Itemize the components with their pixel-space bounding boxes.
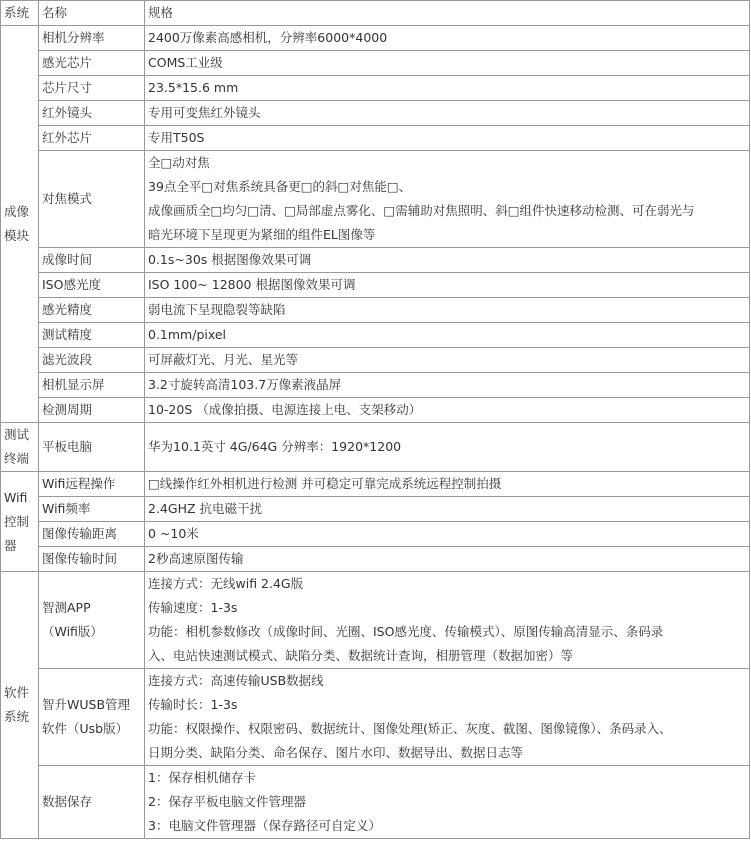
item-spec-cell bbox=[145, 76, 750, 101]
item-name: 红外芯片 bbox=[42, 130, 93, 145]
item-name: 相机显示屏 bbox=[42, 377, 105, 392]
system-label: 模块 bbox=[4, 228, 30, 243]
item-name: ISO感光度 bbox=[42, 277, 101, 292]
table-row bbox=[1, 423, 750, 472]
item-name: 相机分辨率 bbox=[42, 30, 105, 45]
item-name: 感光精度 bbox=[42, 302, 93, 317]
item-name: 测试精度 bbox=[42, 327, 93, 342]
item-name: 图像传输距离 bbox=[42, 526, 118, 541]
item-spec-line: □线操作红外相机进行检测 并可稳定可靠完成系统远程控制拍摄 bbox=[148, 476, 502, 491]
item-spec-line: 成像画质全□均匀□清、□局部虚点雾化、□需辅助对焦照明、斜□组件快速移动检测、可在弱光与 bbox=[148, 203, 695, 218]
item-name-cell bbox=[39, 298, 145, 323]
item-spec-line: 2秒高速原图传输 bbox=[148, 551, 244, 566]
system-label: 控制 bbox=[4, 513, 30, 529]
item-spec-line: COMS工业级 bbox=[148, 55, 223, 70]
table-row bbox=[1, 298, 750, 323]
table-row bbox=[1, 51, 750, 76]
table-row bbox=[1, 572, 750, 669]
item-name: 滤光波段 bbox=[42, 352, 93, 367]
header-name: 名称 bbox=[39, 1, 145, 26]
system-label: 器 bbox=[4, 537, 17, 553]
item-spec-cell bbox=[145, 298, 750, 323]
table-row bbox=[1, 669, 750, 766]
item-spec-line: 传输速度：1-3s bbox=[148, 600, 238, 615]
item-name-cell bbox=[39, 472, 145, 497]
header-row bbox=[1, 1, 750, 26]
system-label: 终端 bbox=[4, 451, 30, 466]
system-label: 系统 bbox=[4, 709, 30, 724]
table-row bbox=[1, 766, 750, 839]
item-spec-cell bbox=[145, 348, 750, 373]
table-row bbox=[1, 547, 750, 572]
item-spec-line: 3.2寸旋转高清103.7万像素液晶屏 bbox=[148, 377, 342, 392]
item-spec-cell bbox=[145, 248, 750, 273]
table-row bbox=[1, 76, 750, 101]
item-spec-line: 2：保存平板电脑文件管理器 bbox=[148, 794, 306, 809]
system-label: 测试 bbox=[4, 427, 30, 442]
table-row bbox=[1, 151, 750, 248]
item-name-cell bbox=[39, 273, 145, 298]
item-name: 图像传输时间 bbox=[42, 551, 118, 566]
item-name-cell bbox=[39, 398, 145, 423]
item-name-cell bbox=[39, 126, 145, 151]
item-spec-cell bbox=[145, 323, 750, 348]
table-row bbox=[1, 472, 750, 497]
item-spec-line: 可屏蔽灯光、月光、星光等 bbox=[148, 352, 299, 367]
table-row bbox=[1, 373, 750, 398]
item-name: 智升WUSB管理 bbox=[42, 697, 131, 712]
item-name: 平板电脑 bbox=[42, 439, 93, 454]
item-name-cell bbox=[39, 669, 145, 766]
item-name: Wifi频率 bbox=[42, 501, 91, 516]
table-row bbox=[1, 26, 750, 51]
item-spec-cell bbox=[145, 373, 750, 398]
item-spec-cell bbox=[145, 51, 750, 76]
item-spec-line: 华为10.1英寸 4G/64G 分辨率：1920*1200 bbox=[148, 439, 402, 454]
table-row bbox=[1, 398, 750, 423]
item-spec-cell bbox=[145, 273, 750, 298]
item-spec-line: 传输时长：1-3s bbox=[148, 697, 238, 712]
item-spec-cell bbox=[145, 126, 750, 151]
item-spec-line: 2.4GHZ 抗电磁干扰 bbox=[148, 501, 263, 516]
item-name: 对焦模式 bbox=[42, 191, 93, 206]
item-spec-line: 3：电脑文件管理器（保存路径可自定义） bbox=[148, 818, 381, 833]
item-name-cell bbox=[39, 348, 145, 373]
item-name-cell bbox=[39, 101, 145, 126]
item-name: 感光芯片 bbox=[42, 55, 93, 70]
item-spec-cell bbox=[145, 669, 750, 766]
item-name: 数据保存 bbox=[42, 794, 93, 809]
item-name: 检测周期 bbox=[42, 402, 93, 417]
item-name: 软件（Usb版） bbox=[42, 721, 129, 736]
item-spec-cell bbox=[145, 547, 750, 572]
item-spec-cell bbox=[145, 497, 750, 522]
system-label: 软件 bbox=[4, 685, 30, 700]
item-spec-line: 日期分类、缺陷分类、命名保存、图片水印、数据导出、数据日志等 bbox=[148, 745, 524, 760]
table-row bbox=[1, 522, 750, 547]
item-spec-cell bbox=[145, 151, 750, 248]
item-spec-line: 连接方式：高速传输USB数据线 bbox=[148, 673, 324, 688]
item-spec-line: 1：保存相机储存卡 bbox=[148, 770, 256, 785]
item-spec-line: 专用可变焦红外镜头 bbox=[148, 105, 261, 120]
item-spec-line: 弱电流下呈现隐裂等缺陷 bbox=[148, 302, 286, 317]
item-spec-line: 2400万像素高感相机，分辨率6000*4000 bbox=[148, 30, 388, 45]
item-name: Wifi远程操作 bbox=[42, 476, 116, 491]
item-name-cell bbox=[39, 248, 145, 273]
table-row bbox=[1, 497, 750, 522]
item-name-cell bbox=[39, 373, 145, 398]
item-spec-line: 23.5*15.6 mm bbox=[148, 80, 239, 95]
item-spec-line: 0.1s~30s 根据图像效果可调 bbox=[148, 252, 312, 267]
item-spec-line: 全□动对焦 bbox=[148, 155, 210, 170]
item-spec-cell bbox=[145, 472, 750, 497]
item-spec-line: 39点全平□对焦系统具备更□的斜□对焦能□、 bbox=[148, 179, 412, 194]
item-name-cell bbox=[39, 522, 145, 547]
item-spec-cell bbox=[145, 398, 750, 423]
item-spec-line: 连接方式：无线wifi 2.4G版 bbox=[148, 576, 304, 591]
item-name-cell bbox=[39, 26, 145, 51]
item-spec-cell bbox=[145, 522, 750, 547]
item-spec-line: 入、电站快速测试模式、缺陷分类、数据统计查询，相册管理（数据加密）等 bbox=[148, 648, 574, 663]
system-cell bbox=[1, 423, 39, 472]
item-spec-line: 暗光环境下呈现更为紧细的组件EL图像等 bbox=[148, 227, 376, 242]
item-name-cell bbox=[39, 323, 145, 348]
system-label: 成像 bbox=[4, 204, 30, 219]
system-label: Wifi bbox=[4, 489, 28, 505]
header-system: 系统 bbox=[1, 1, 39, 26]
table-row bbox=[1, 126, 750, 151]
item-name-cell bbox=[39, 497, 145, 522]
item-name-cell bbox=[39, 151, 145, 248]
item-spec-cell bbox=[145, 101, 750, 126]
spec-table-body bbox=[1, 26, 750, 839]
table-row bbox=[1, 273, 750, 298]
item-spec-line: 0 ~10米 bbox=[148, 526, 199, 541]
item-name-cell bbox=[39, 423, 145, 472]
item-spec-line: 专用T50S bbox=[148, 130, 205, 145]
item-name-cell bbox=[39, 547, 145, 572]
item-name: 智测APP bbox=[42, 600, 91, 615]
header-spec: 规格 bbox=[145, 1, 750, 26]
item-name: 芯片尺寸 bbox=[42, 80, 93, 95]
item-name-cell bbox=[39, 51, 145, 76]
table-row bbox=[1, 101, 750, 126]
item-name: （Wifi版） bbox=[42, 624, 103, 639]
table-row bbox=[1, 348, 750, 373]
system-cell bbox=[1, 572, 39, 839]
item-name-cell bbox=[39, 766, 145, 839]
item-spec-line: 功能：权限操作、权限密码、数据统计、图像处理(矫正、灰度、截图、图像镜像）、条码录入、 bbox=[148, 721, 672, 736]
item-spec-cell bbox=[145, 572, 750, 669]
system-cell bbox=[1, 26, 39, 423]
table-row bbox=[1, 323, 750, 348]
item-spec-cell bbox=[145, 766, 750, 839]
system-cell bbox=[1, 472, 39, 572]
table-row bbox=[1, 248, 750, 273]
item-name: 红外镜头 bbox=[42, 105, 93, 120]
item-name-cell bbox=[39, 572, 145, 669]
item-spec-cell bbox=[145, 423, 750, 472]
item-spec-line: 10-20S （成像拍摄、电源连接上电、支架移动） bbox=[148, 402, 422, 417]
item-spec-cell bbox=[145, 26, 750, 51]
item-spec-line: 0.1mm/pixel bbox=[148, 327, 227, 342]
item-name: 成像时间 bbox=[42, 252, 93, 267]
item-spec-line: ISO 100~ 12800 根据图像效果可调 bbox=[148, 277, 356, 292]
item-name-cell bbox=[39, 76, 145, 101]
item-spec-line: 功能：相机参数修改（成像时间、光圈、ISO感光度、传输模式）、原图传输高清显示、条码录 bbox=[148, 624, 664, 639]
